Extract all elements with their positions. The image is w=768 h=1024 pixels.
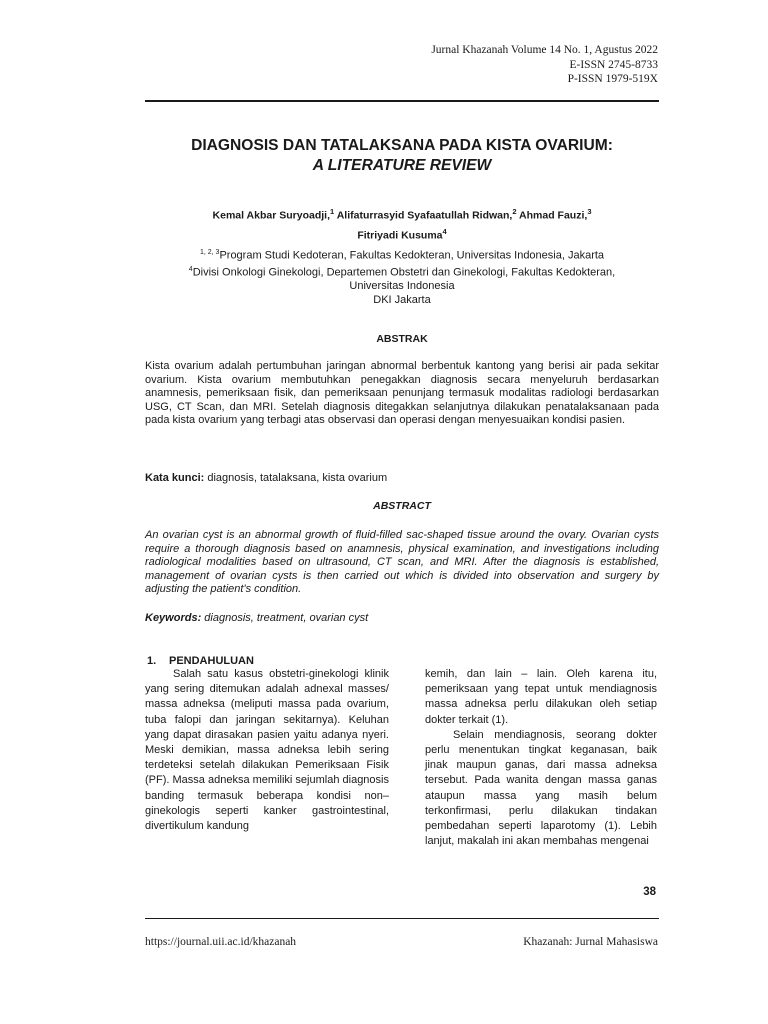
journal-name: Khazanah: Jurnal Mahasiswa (523, 936, 658, 948)
journal-volume-line: Jurnal Khazanah Volume 14 No. 1, Agustus 2022 (431, 44, 658, 56)
kata-kunci (145, 472, 387, 484)
body-paragraph: Salah satu kasus obstetri-ginekologi klinik yang sering ditemukan adalah adnexal masses/ massa adneksa (meliputi massa pada ovarium, tuba falopi dan jaringan sekitarnya). Keluhan yang dapat dirasakan pasien yaitu adanya nyeri. Meski demikian, massa adneksa lebih sering terdeteksi setelah dilakukan Pemeriksaan Fisik (PF). Massa adneksa memiliki sejumlah diagnosis banding termasuk beberapa kondisi non–ginekologis seperti kanker gastrointestinal, divertikulum kandung (145, 668, 389, 833)
author-list (140, 204, 664, 243)
abstract-body: An ovarian cyst is an abnormal growth of fluid-filled sac-shaped tissue around the ovary. Ovarian cysts require a thorough diagnosis based on anamnesis, physical examination, and investigations including radiological modalities based on ultrasound, CT scan, and MRI. After the diagnosis is established, management of ovarian cysts is then carried out which is divided into observation and surgery by adjusting the patient's condition. (145, 529, 659, 596)
paper-title (140, 136, 664, 176)
affiliations (140, 246, 664, 307)
author-2-affil-marker: 2 (512, 207, 517, 216)
title-subtitle: A LITERATURE REVIEW (312, 157, 492, 174)
author-4: Fitriyadi Kusuma (357, 229, 443, 241)
section-heading-pendahuluan (147, 655, 254, 667)
affil-1-marker: 1, 2, 3 (199, 249, 220, 256)
kata-kunci-label: Kata kunci: (145, 472, 205, 484)
affil-2-marker: 4 (188, 265, 193, 273)
journal-header (431, 43, 658, 87)
abstrak-heading: ABSTRAK (376, 333, 428, 345)
body-paragraph: kemih, dan lain – lain. Oleh karena itu, pemeriksaan yang tepat untuk mendiagnosis massa adneksa perlu dilakukan oleh setiap dokter terkait (1). (425, 668, 657, 726)
abstract-heading: ABSTRACT (373, 500, 431, 512)
section-title: PENDAHULUAN (169, 655, 254, 667)
author-1-affil-marker: 1 (330, 207, 335, 216)
abstrak-body: Kista ovarium adalah pertumbuhan jaringan abnormal berbentuk kantong yang berisi air pada sekitar ovarium. Kista ovarium membutuhkan penegakkan diagnosis secara menyeluruh berdasarkan anamnesis, pemeriksaan fisik, dan pemeriksaan penunjang termasuk modalitas radiologi berdasarkan USG, CT Scan, dan MRI. Setelah diagnosis ditegakkan selanjutnya dilakukan penatalaksanaan pada pada kista ovarium yang terbagi atas observasi dan operasi dengan menyesuaikan kondisi pasien. (145, 360, 659, 427)
body-paragraph: Selain mendiagnosis, seorang dokter perlu menentukan tingkat keganasan, baik jinak maupun ganas, dari massa adneksa tersebut. Pada wanita dengan massa ganas ataupun massa yang masih belum terkonfirmasi, perlu dilakukan tindakan pembedahan seperti laparotomy (1). Lebih lanjut, makalah ini akan membahas mengenai (425, 728, 657, 848)
author-3-affil-marker: 3 (587, 207, 592, 216)
header-divider (145, 100, 659, 102)
keywords-label: Keywords: (145, 612, 202, 624)
author-3: Ahmad Fauzi, (516, 209, 588, 222)
keywords (145, 612, 368, 624)
pissn-line: P-ISSN 1979-519X (567, 73, 658, 85)
author-2: Alifaturrasyid Syafaatullah Ridwan, (334, 209, 513, 222)
affil-2-university: Universitas Indonesia (349, 280, 455, 293)
author-4-affil-marker: 4 (442, 226, 447, 236)
eissn-line: E-ISSN 2745-8733 (569, 58, 658, 71)
body-column-right (425, 667, 657, 849)
affil-2: Divisi Onkologi Ginekologi, Departemen Obstetri dan Ginekologi, Fakultas Kedokteran, (192, 266, 616, 279)
journal-url[interactable]: https://journal.uii.ac.id/khazanah (145, 936, 297, 948)
page-number: 38 (643, 886, 656, 898)
affil-2-city: DKI Jakarta (373, 294, 431, 307)
kata-kunci-values: diagnosis, tatalaksana, kista ovarium (204, 472, 388, 484)
keywords-values: diagnosis, treatment, ovarian cyst (201, 612, 369, 624)
affil-1: Program Studi Kedoteran, Fakultas Kedokteran, Universitas Indonesia, Jakarta (219, 249, 605, 262)
section-number: 1. (147, 655, 157, 667)
author-1: Kemal Akbar Suryoadji, (212, 209, 330, 222)
title-main: DIAGNOSIS DAN TATALAKSANA PADA KISTA OVARIUM: (191, 137, 613, 154)
body-column-left (145, 667, 389, 834)
footer-divider (145, 918, 659, 919)
